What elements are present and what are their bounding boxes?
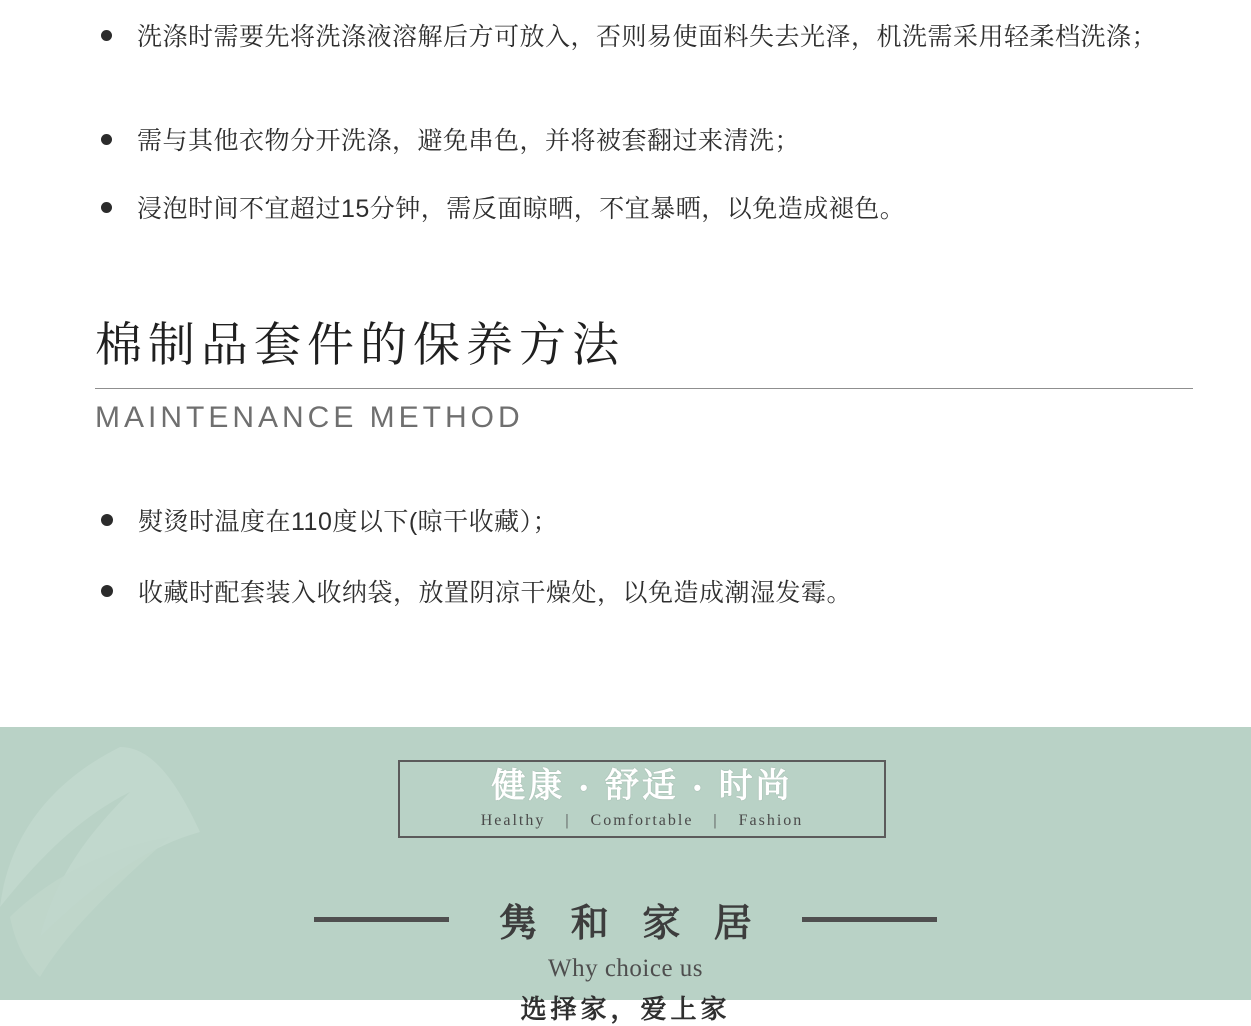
page-subtitle: MAINTENANCE METHOD	[95, 401, 524, 434]
list-item	[101, 122, 1161, 160]
bullet-dot-icon	[101, 134, 112, 145]
bullet-dot-icon	[101, 585, 113, 597]
page-title: 棉制品套件的保养方法	[95, 310, 1193, 389]
slogan-word-comfortable: 舒适	[605, 766, 679, 805]
list-item	[101, 18, 1161, 56]
brand-rule-left	[314, 917, 449, 922]
slogan-en-divider: |	[565, 812, 571, 829]
slogan-word-fashion: 时尚	[718, 766, 793, 805]
list-item-text: 需与其他衣物分开洗涤，避免串色，并将被套翻过来清洗；	[137, 127, 801, 155]
why-choose-us-en: Why choice us	[547, 955, 704, 982]
bullet-dot-icon	[101, 514, 113, 526]
brand-footer-banner	[0, 727, 1251, 1024]
list-item	[101, 574, 1161, 612]
brand-slogan-cn	[491, 766, 792, 808]
maintenance-heading-block	[95, 310, 1193, 441]
brand-slogan-logo	[398, 760, 886, 838]
list-item-text: 洗涤时需要先将洗涤液溶解后方可放入，否则易使面料失去光泽，机洗需采用轻柔档洗涤；	[137, 23, 1158, 51]
bullet-dot-icon	[101, 30, 112, 41]
list-item-text: 熨烫时温度在110度以下(晾干收藏）；	[138, 508, 559, 536]
slogan-en-fashion: Fashion	[738, 812, 804, 829]
list-item	[101, 503, 1161, 541]
why-choose-us-cn: 选择家，爱上家	[520, 994, 731, 1024]
brand-rule-right	[802, 917, 937, 922]
list-item	[101, 190, 1161, 228]
slogan-word-healthy: 健康	[491, 766, 566, 805]
slogan-en-healthy: Healthy	[480, 812, 546, 829]
list-item-text: 收藏时配套装入收纳袋，放置阴凉干燥处，以免造成潮湿发霉。	[138, 579, 853, 607]
slogan-separator-icon: •	[579, 775, 591, 800]
bullet-dot-icon	[101, 202, 112, 213]
brand-name-row	[0, 892, 1251, 947]
brand-name: 隽 和 家 居	[499, 903, 764, 945]
list-item-text: 浸泡时间不宜超过15分钟，需反面晾晒，不宜暴晒，以免造成褪色。	[137, 195, 906, 223]
slogan-en-comfortable: Comfortable	[590, 812, 694, 829]
slogan-separator-icon: •	[693, 775, 705, 800]
brand-slogan-en	[481, 810, 804, 832]
slogan-en-divider: |	[713, 812, 719, 829]
